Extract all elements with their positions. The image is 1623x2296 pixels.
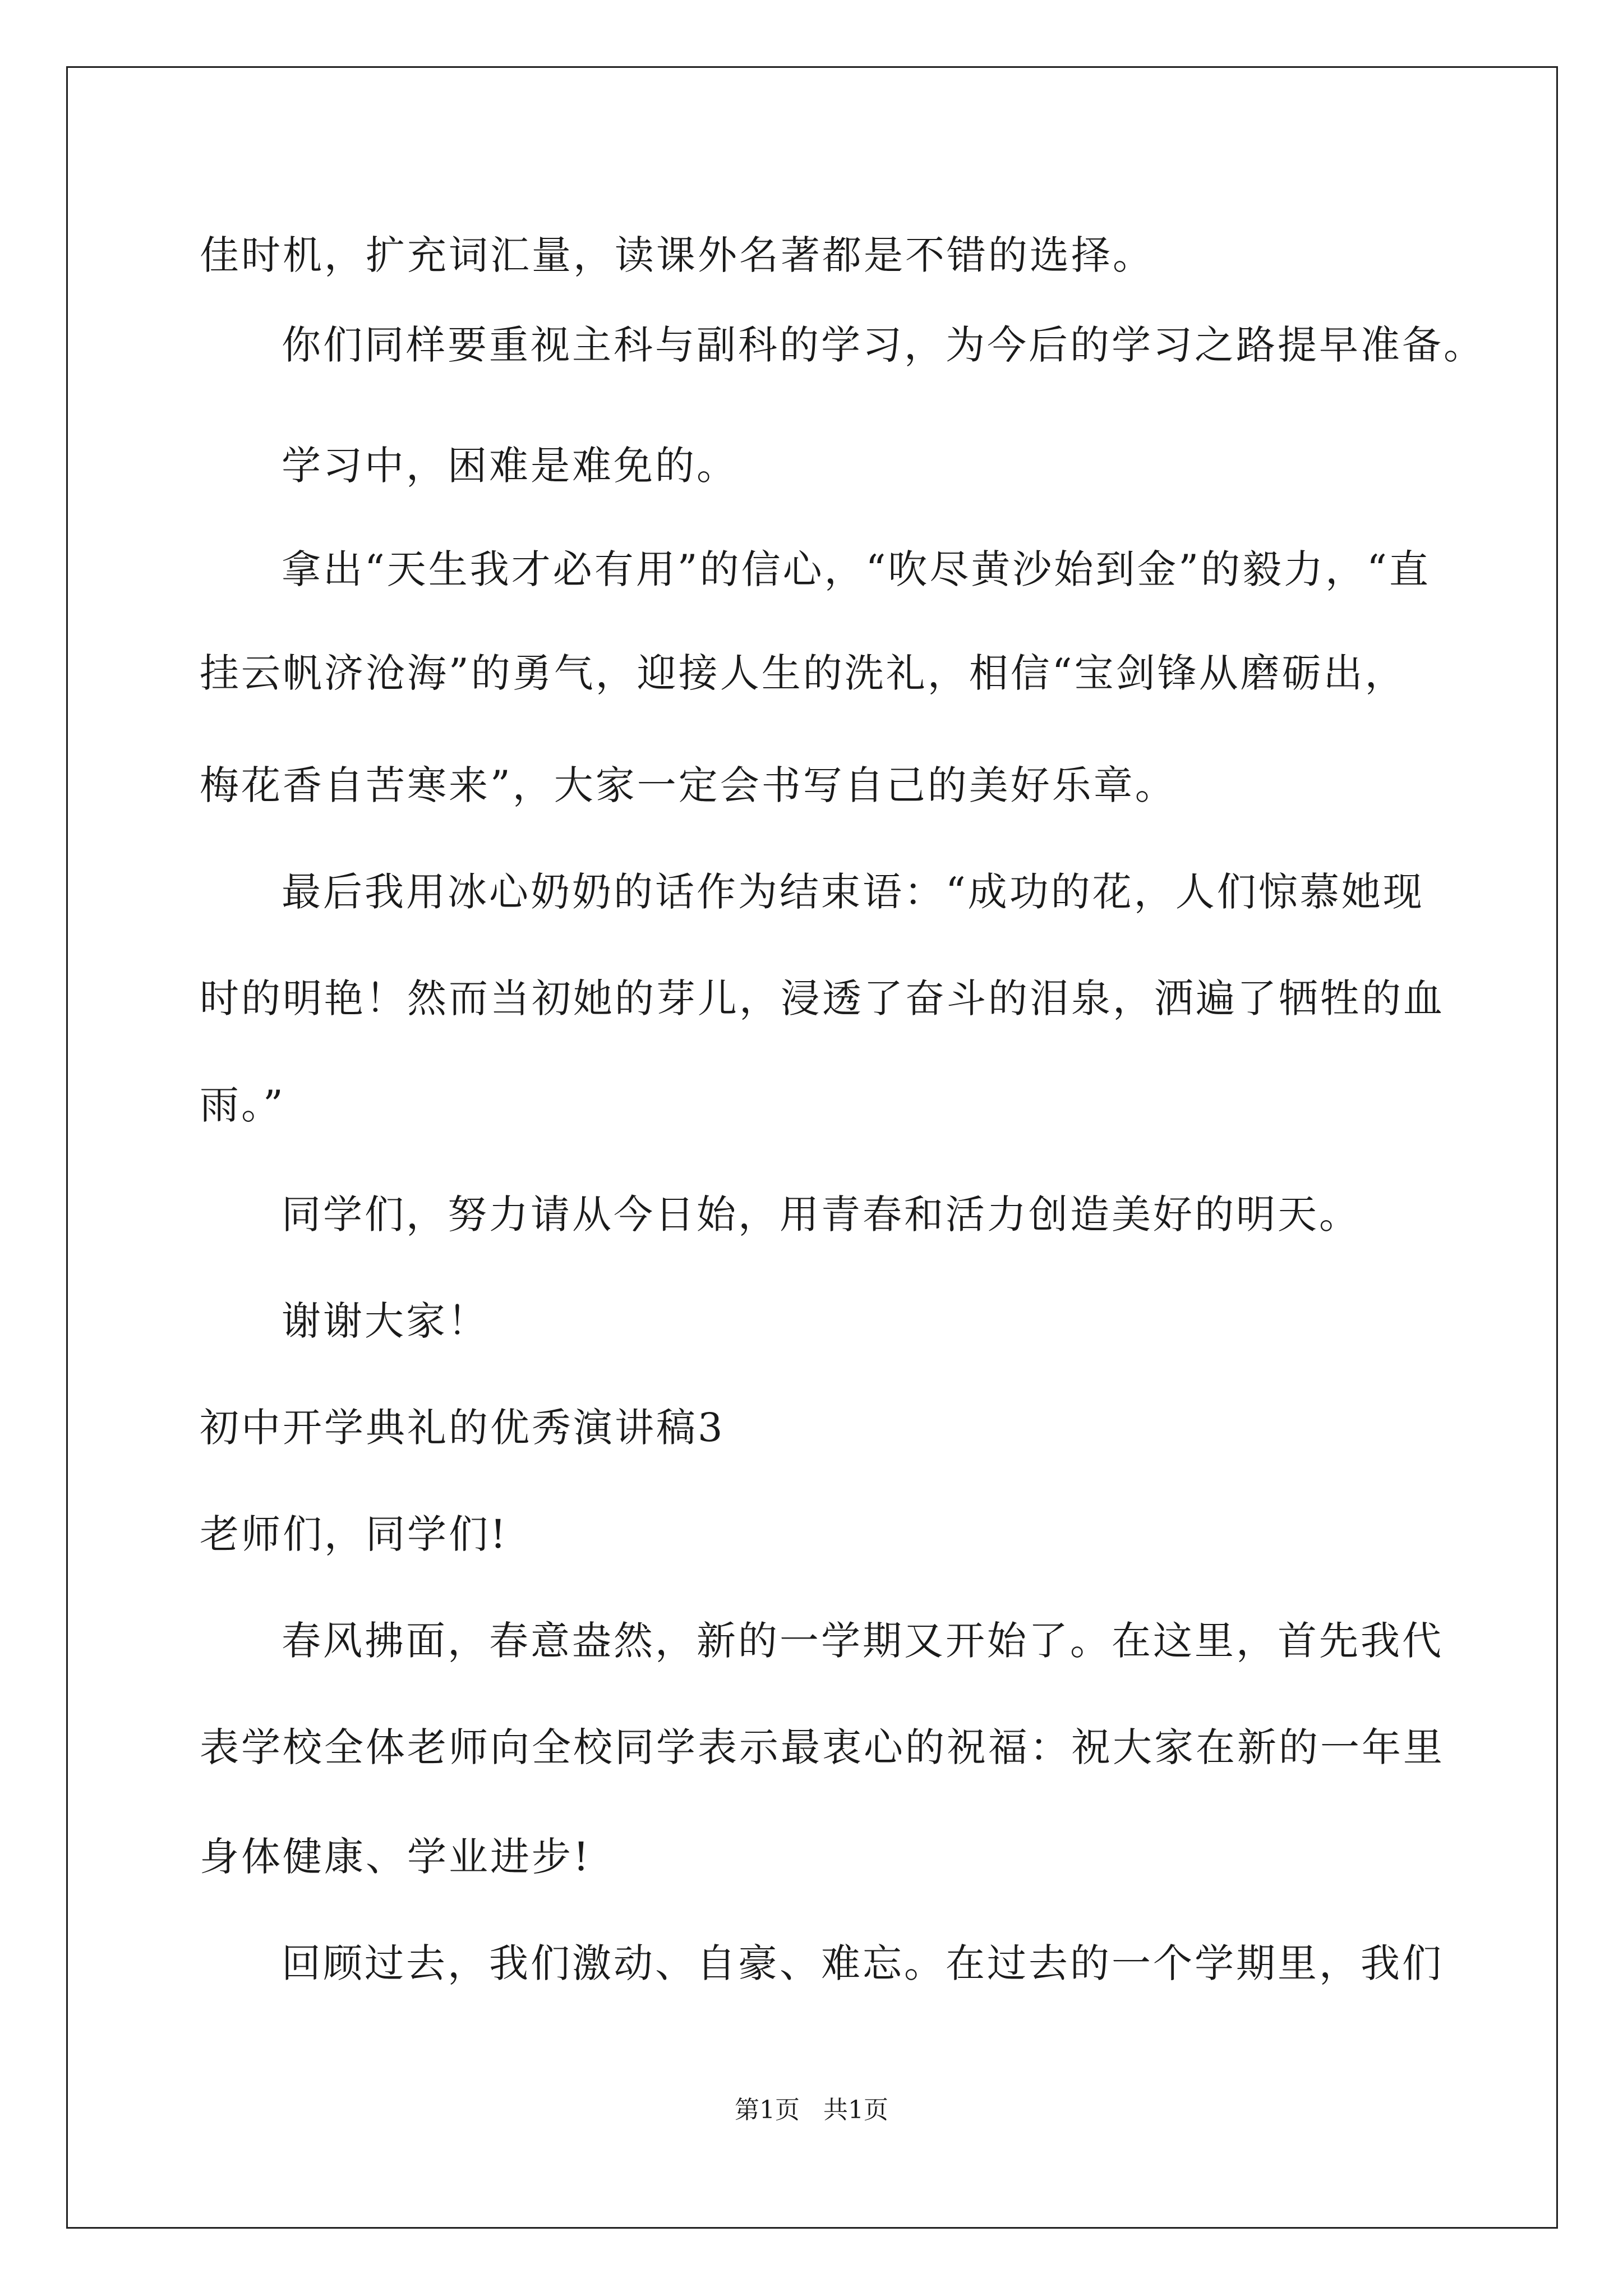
text-line: 佳时机，扩充词汇量，读课外名著都是不错的选择。 [200, 232, 1154, 278]
section-heading: 初中开学典礼的优秀演讲稿3 [200, 1405, 725, 1451]
text-line: 梅花香自苦寒来”，大家一定会书写自己的美好乐章。 [200, 762, 1177, 808]
text-line: 表学校全体老师向全校同学表示最衷心的祝福：祝大家在新的一年里 [200, 1724, 1445, 1770]
page-border [66, 66, 1558, 2229]
text-line: 拿出“天生我才必有用”的信心，“吹尽黄沙始到金”的毅力，“直 [282, 546, 1431, 592]
text-line: 雨。” [200, 1082, 285, 1128]
page-number-footer: 第1页 共1页 [735, 2096, 888, 2124]
text-line: 你们同样要重视主科与副科的学习，为今后的学习之路提早准备。 [282, 322, 1485, 368]
text-line: 学习中，困难是难免的。 [282, 443, 738, 489]
greeting: 老师们，同学们! [200, 1511, 509, 1557]
text-line: 最后我用冰心奶奶的话作为结束语：“成功的花，人们惊慕她现 [282, 869, 1424, 915]
text-line: 身体健康、学业进步! [200, 1834, 592, 1880]
text-line: 时的明艳！然而当初她的芽儿，浸透了奋斗的泪泉，洒遍了牺牲的血 [200, 976, 1445, 1022]
text-line: 回顾过去，我们激动、自豪、难忘。在过去的一个学期里，我们 [282, 1940, 1444, 1986]
text-line: 春风拂面，春意盎然，新的一学期又开始了。在这里，首先我代 [282, 1618, 1444, 1664]
text-line: 挂云帆济沧海”的勇气，迎接人生的洗礼，相信“宝剑锋从磨砺出， [200, 650, 1407, 696]
text-line: 同学们，努力请从今日始，用青春和活力创造美好的明天。 [282, 1191, 1361, 1237]
text-line: 谢谢大家！ [282, 1298, 489, 1344]
